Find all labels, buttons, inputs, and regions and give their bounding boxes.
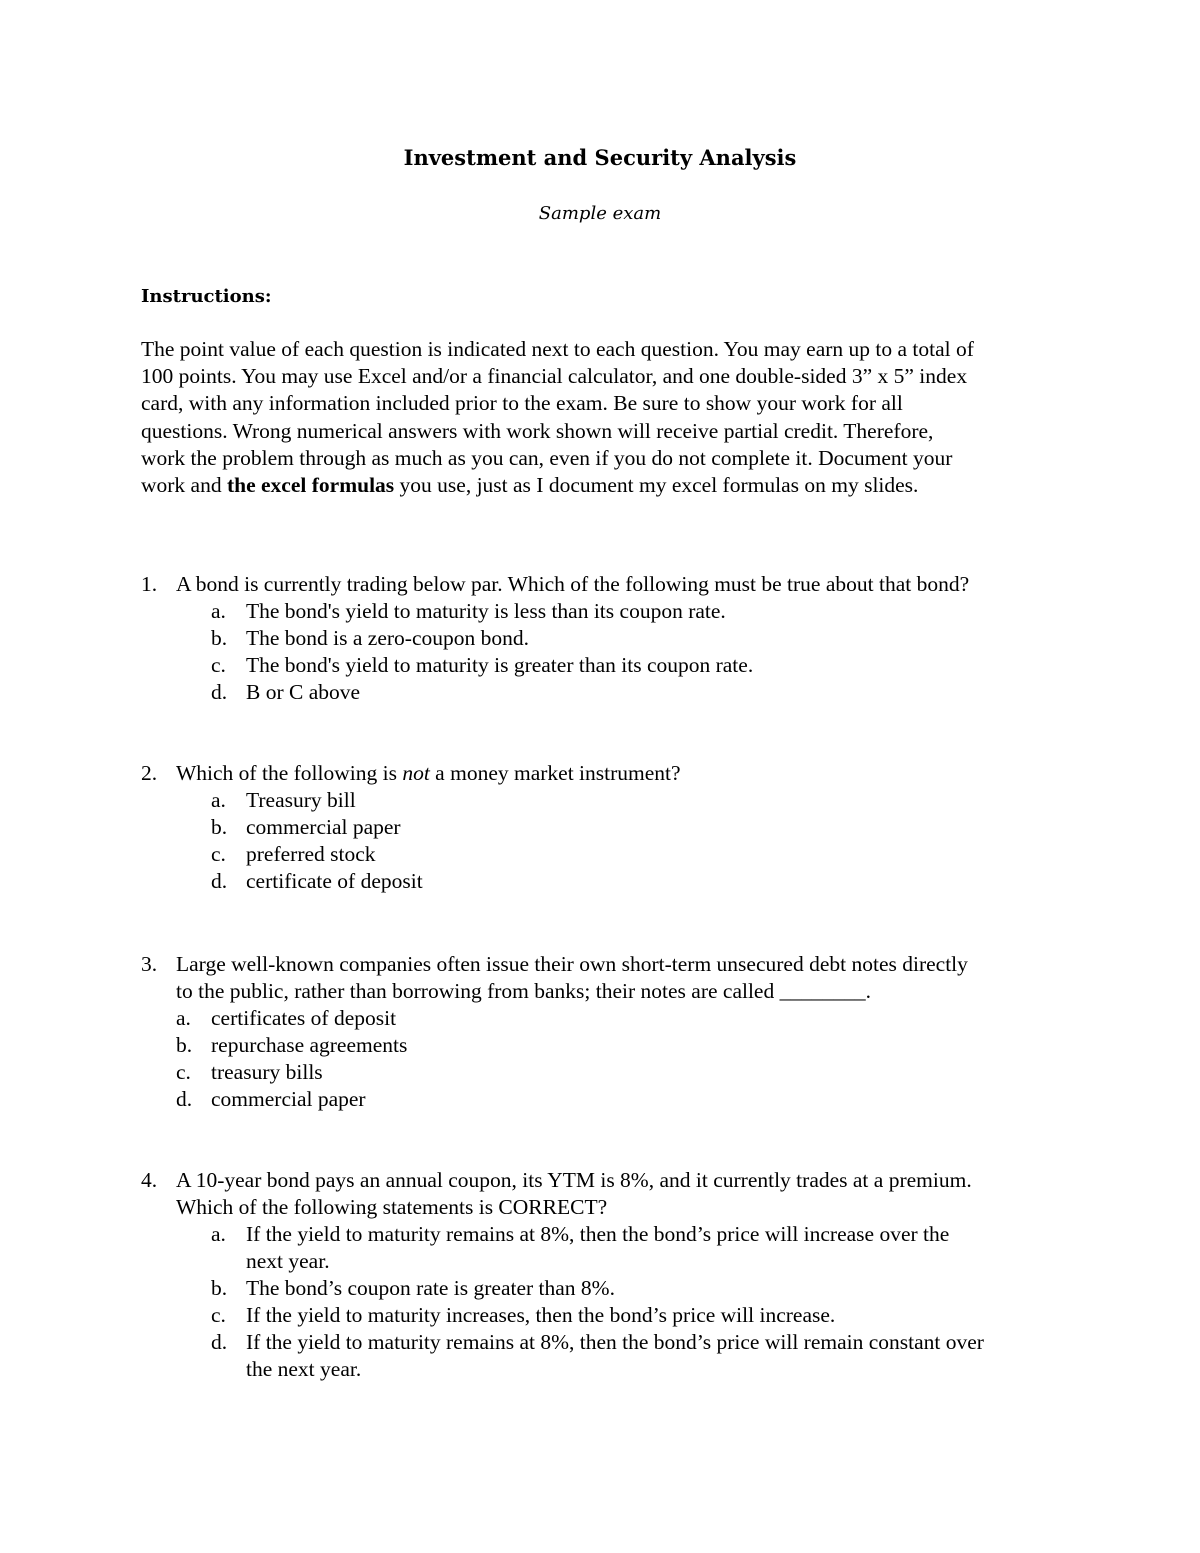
question-text: Large well-known companies often issue their own short-term unsecured debt notes directly [176, 952, 968, 976]
option-letter: b. [176, 1033, 193, 1057]
option-d [176, 1086, 1081, 1113]
option-text: certificate of deposit [246, 869, 423, 893]
option-text: treasury bills [211, 1060, 323, 1084]
option-letter: a. [211, 788, 226, 812]
option-letter: d. [176, 1087, 193, 1111]
question-4 [141, 1167, 1081, 1383]
option-c [211, 841, 1081, 868]
question-stem [141, 1167, 1081, 1221]
question-stem [141, 760, 1081, 787]
option-c [211, 1302, 1081, 1329]
document-subtitle: Sample exam [538, 203, 662, 224]
option-letter: c. [176, 1060, 191, 1084]
question-3 [141, 951, 1081, 1113]
option-letter: b. [211, 815, 228, 839]
option-c [211, 652, 1081, 679]
option-text: commercial paper [246, 815, 401, 839]
option-d [211, 1329, 1081, 1383]
option-text: The bond is a zero-coupon bond. [246, 626, 530, 650]
option-letter: b. [211, 1276, 228, 1300]
option-letter: d. [211, 1330, 228, 1354]
question-number: 4. [141, 1168, 158, 1192]
option-a [211, 787, 1081, 814]
option-text: preferred stock [246, 842, 376, 866]
question-text-part: Which of the following is [176, 761, 403, 785]
option-text: certificates of deposit [211, 1006, 397, 1030]
option-text: B or C above [246, 680, 361, 704]
instructions-line: The point value of each question is indicated next to each question. You may earn up to a total of [141, 337, 974, 361]
question-1 [141, 571, 1081, 706]
instructions-line: work the problem through as much as you can, even if you do not complete it. Document your [141, 445, 953, 470]
option-text: If the yield to maturity remains at 8%, then the bond’s price will increase over the [246, 1222, 950, 1246]
option-a [211, 598, 1081, 625]
option-text: the next year. [246, 1357, 362, 1381]
instructions-text: you use, just as I document my excel formulas on my slides. [394, 473, 919, 498]
question-number: 1. [141, 572, 158, 596]
option-letter: c. [211, 653, 226, 677]
question-text: Which of the following statements is CORRECT? [176, 1195, 608, 1219]
option-c [176, 1059, 1081, 1086]
question-text [176, 760, 1081, 787]
option-b [211, 625, 1081, 652]
option-text: The bond’s coupon rate is greater than 8%. [246, 1276, 615, 1300]
instructions-line: questions. Wrong numerical answers with work shown will receive partial credit. Therefore, [141, 418, 934, 443]
option-letter: a. [211, 1222, 226, 1246]
instructions-text: work and [141, 473, 227, 498]
option-a [211, 1221, 1081, 1275]
option-letter: b. [211, 626, 228, 650]
instructions-line: 100 points. You may use Excel and/or a financial calculator, and one double-sided 3” x 5” index [141, 364, 968, 389]
instructions-emphasis: the excel formulas [226, 473, 395, 498]
question-number: 2. [141, 761, 158, 785]
option-letter: c. [211, 1303, 226, 1327]
option-text: The bond's yield to maturity is greater than its coupon rate. [246, 653, 754, 677]
question-emphasis: not [402, 761, 430, 785]
instructions-paragraph [141, 336, 1061, 499]
document-title: Investment and Security Analysis [403, 145, 797, 170]
option-list [141, 787, 1081, 895]
option-letter: d. [211, 869, 228, 893]
option-b [211, 814, 1081, 841]
question-text: to the public, rather than borrowing from banks; their notes are called ________. [176, 979, 871, 1003]
option-list [141, 1005, 1081, 1113]
question-text-part: a money market instrument? [429, 761, 681, 785]
option-text: If the yield to maturity increases, then the bond’s price will increase. [246, 1303, 836, 1327]
option-text: next year. [246, 1249, 330, 1273]
question-text: A bond is currently trading below par. Which of the following must be true about that bond? [176, 572, 970, 596]
option-letter: d. [211, 680, 228, 704]
option-list [141, 598, 1081, 706]
option-text: If the yield to maturity remains at 8%, then the bond’s price will remain constant over [246, 1330, 984, 1354]
option-text: repurchase agreements [211, 1033, 408, 1057]
option-letter: c. [211, 842, 226, 866]
option-d [211, 868, 1081, 895]
instructions-line [141, 472, 1061, 499]
option-list [141, 1221, 1081, 1383]
option-letter: a. [176, 1006, 191, 1030]
option-text: commercial paper [211, 1087, 366, 1111]
question-text: A 10-year bond pays an annual coupon, its YTM is 8%, and it currently trades at a premium. [176, 1168, 972, 1192]
option-letter: a. [211, 599, 226, 623]
question-2 [141, 760, 1081, 895]
option-text: The bond's yield to maturity is less than its coupon rate. [246, 599, 726, 623]
option-d [211, 679, 1081, 706]
instructions-heading: Instructions: [141, 286, 272, 307]
option-text: Treasury bill [246, 788, 356, 812]
option-a [176, 1005, 1081, 1032]
instructions-line: card, with any information included prior to the exam. Be sure to show your work for all [141, 391, 903, 416]
question-stem [141, 571, 1081, 598]
question-stem [141, 951, 1081, 1005]
question-number: 3. [141, 952, 158, 976]
option-b [176, 1032, 1081, 1059]
option-b [211, 1275, 1081, 1302]
